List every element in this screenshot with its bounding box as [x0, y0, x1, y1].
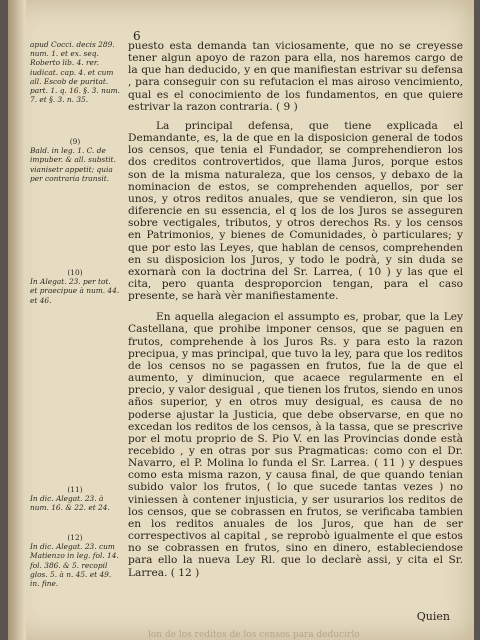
paragraph: puesto esta demanda tan viciosamente, que no se creyesse tener algun apoyo de razon para ella, nos haremos cargo de la que han deducido, y en que manifiestan estrivar su defensa , para conseguir con su refutacion el mas airoso vencimiento, qual es el conocimiento de los fundamentos, en que quiere estrivar la razon contraria. ( 9 ): [128, 40, 463, 113]
bleed-through-text: lon de los reditos de los censos para deducirlo: [148, 630, 360, 640]
margin-note-text: In dic. Alegat. 23. à num. 16. & 22. et 24.: [30, 494, 110, 513]
paragraph: En aquella alegacion el assumpto es, probar, que la Ley Castellana, que prohibe imponer censos, que se paguen en frutos, comprehende à los Juros Rs. y para esto la razon precipua, y mas principal, que tuvo la ley, para que los reditos de los censos no se pagassen en frutos, fue la de que el aumento, y diminucion, que acaece regularmente en el precio, y valor desigual , que tienen los frutos, siendo en unos años superior, y en otros muy desigual, es causa de no poderse ajustar la Justicia, que debe observarse, en que no excedan los reditos de los censos, à la tassa, que se prescrive por el motu proprio de S. Pio V. en las Provincias donde està recebido , y en otras por sus Pragmaticas: como con el Dr. Navarro, el P. Molina lo funda el Sr. Larrea. ( 11 ) y despues como esta misma razon, y causa final, de que quando tenian subido valor los frutos, ( lo que sucede tantas vezes ) no viniessen à contener injusticia, y ser usurarios los reditos de los censos, que se cobrassen en frutos, se verificaba tambien en los reditos anuales de los Juros, que han de ser correspectivos al capital , se reprobò igualmente el que estos no se cobrassen en frutos, sino en dinero, estableciendose para ello la nueva Ley Rl. que lo declarè assi, y cita el Sr. Larrea. ( 12 ): [128, 311, 463, 579]
margin-note-label: (9): [69, 137, 81, 146]
margin-note: [30, 268, 120, 305]
margin-note-label: (10): [67, 268, 83, 277]
page-gutter: [8, 0, 26, 640]
paragraph: La principal defensa, que tiene explicada el Demandante, es, la de que en la disposicion general de todos los censos, que tenia el Fundador, se comprehendieron los dos creditos controvertidos, que llama Juros, porque estos son de la misma naturaleza, que los censos, y debaxo de la nominacion de estos, se comprehenden aquellos, por ser unos, y otros reditos anuales, que se vendieron, sin que los diferencie en su essencia, el q los de los Juros se asseguren sobre vectigales, tributos, y otros derechos Rs. y los censos en Patrimonios, y bienes de Comunidades, ò particulares; y que por esto las Leyes, que hablan de censos, comprehenden en su disposicion los Juros, y todo le podrà, y sin duda se exornarà con la doctrina del Sr. Larrea, ( 10 ) y las que el cita, pero quanta desproporcion tengan, para el caso presente, se harà vèr manifiestamente.: [128, 119, 463, 303]
margin-note-text: Bald. in leg. 1. C. de impuber. & all. substit. vianisetr appetit; quia per contraria transit.: [30, 146, 116, 183]
margin-note-label: (11): [67, 485, 83, 494]
margin-note: [30, 533, 120, 588]
main-text: [128, 40, 463, 579]
margin-note: [30, 40, 120, 104]
book-page: [8, 0, 474, 640]
margin-note-text: In dic. Alegat. 23. cum Matienzo in leg. fol. 14. fol. 386. & 5. recopil glos. 5. à n. 45. et 49. in. fine.: [30, 542, 119, 589]
margin-note: [30, 485, 120, 513]
margin-note: [30, 137, 120, 183]
page-number: 6: [133, 29, 141, 43]
catchword: Quien: [416, 610, 450, 623]
margin-note-text: In Alegat. 23. per tot. et praecipue à num. 44. et 46.: [30, 277, 120, 305]
margin-note-label: (12): [67, 533, 83, 542]
margin-note-text: apud Cocci. decis 289. num. 1. et ex. seq. Roberto lib. 4. rer. iudicat. cap. 4. et cum all. Escob de puritat. part. 1. q. 16. §. 3. num. 7. et §. 3. n. 35.: [30, 40, 120, 105]
